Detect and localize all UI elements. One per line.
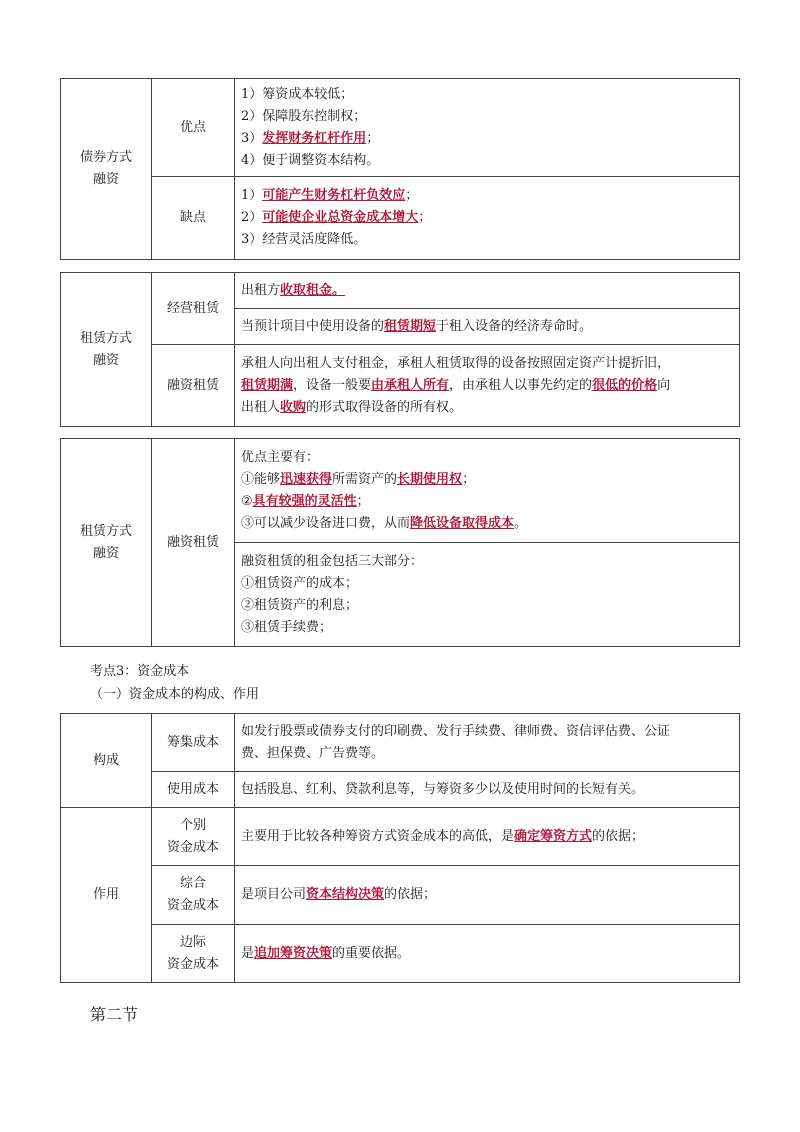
text-segment: 4）便于调整资本结构。 <box>241 152 380 168</box>
text-segment: 于租入设备的经济寿命时。 <box>436 318 593 334</box>
operating-lease-label: 经营租赁 <box>152 273 235 345</box>
text-segment: 2） <box>241 210 263 225</box>
disadvantages-content <box>235 177 740 260</box>
text-line <box>241 106 733 128</box>
marginal-cost-label <box>152 925 235 983</box>
section-title: 第二节 <box>90 1005 139 1024</box>
subheading: （一）资金成本的构成、作用 <box>90 687 260 702</box>
text-segment: 3） <box>241 130 263 146</box>
rent-components-block <box>235 543 740 647</box>
text-segment: 出租方 <box>241 282 281 298</box>
category-cell: 债券方式 融资 <box>61 79 152 260</box>
text-line <box>241 84 733 106</box>
highlighted-text: 迅速获得 <box>280 471 333 487</box>
text-line <box>241 491 733 513</box>
lease-financing-detail-table <box>60 438 740 647</box>
label-line: 资金成本 <box>166 956 219 972</box>
text-segment: ，设备一般要 <box>293 377 372 393</box>
text-segment: ； <box>356 493 370 509</box>
text-segment: ①能够 <box>241 471 281 487</box>
text-line <box>241 150 733 172</box>
text-segment: 的重要依据。 <box>332 945 411 961</box>
text-segment: 所需资产的 <box>332 471 398 487</box>
label-line: 边际 <box>179 934 206 950</box>
text-segment: 。 <box>514 515 528 531</box>
text-line <box>241 280 733 302</box>
disadvantages-label: 缺点 <box>152 177 235 260</box>
text-segment: ； <box>418 210 432 225</box>
text-segment: ； <box>462 471 476 487</box>
text-segment: 优点主要有： <box>241 449 320 465</box>
text-segment: 如发行股票或债券支付的印刷费、发行手续费、律师费、资信评估费、公证 <box>241 723 671 739</box>
text-segment: 的依据； <box>384 887 437 902</box>
text-segment: ，由承租人以事先约定的 <box>449 377 593 393</box>
text-line <box>241 551 733 573</box>
text-line <box>241 229 733 251</box>
text-line <box>241 595 733 617</box>
text-segment: 2）保障股东控制权； <box>241 108 367 124</box>
financial-lease-content <box>235 345 740 427</box>
text-segment: 向 <box>657 377 671 393</box>
text-segment: 费、担保费、广告费等。 <box>241 745 385 761</box>
text-segment: 当预计项目中使用设备的 <box>241 318 385 334</box>
label-line: 综合 <box>179 876 206 891</box>
highlighted-text: 发挥财务杠杆作用 <box>262 130 367 146</box>
highlighted-text: 租赁期满 <box>241 377 294 393</box>
text-segment: 主要用于比较各种筹资方式资金成本的高低，是 <box>241 828 515 844</box>
text-line <box>241 779 733 801</box>
highlighted-text: 由承租人所有 <box>371 377 450 393</box>
label-line: 筹集成本 <box>166 734 219 750</box>
highlighted-text: 很低的价格 <box>592 377 658 393</box>
text-segment: ③租赁手续费； <box>241 619 333 635</box>
text-line <box>241 573 733 595</box>
usage-cost-label <box>152 772 235 808</box>
text-segment: ①租赁资产的成本； <box>241 575 359 591</box>
text-segment: 融资租赁的租金包括三大部分： <box>241 553 424 569</box>
text-line <box>241 128 733 150</box>
text-segment: 是 <box>241 945 255 961</box>
highlighted-text: 长期使用权 <box>397 471 463 487</box>
text-segment: ②租赁资产的利息； <box>241 597 359 613</box>
financial-lease-label: 融资租赁 <box>152 439 235 647</box>
text-segment: ③可以减少设备进口费，从而 <box>241 515 411 531</box>
comprehensive-cost-content <box>235 866 740 925</box>
text-line <box>241 943 733 965</box>
individual-cost-label <box>152 808 235 866</box>
text-segment: 是项目公司 <box>241 887 307 902</box>
text-segment: 出租人 <box>241 399 281 415</box>
label-line: 使用成本 <box>166 781 219 797</box>
text-line <box>241 469 733 491</box>
category-cell: 租赁方式 融资 <box>61 439 152 647</box>
advantages-content <box>235 79 740 177</box>
function-label: 作用 <box>61 808 152 983</box>
text-segment: 3）经营灵活度降低。 <box>241 232 367 247</box>
raising-cost-label <box>152 714 235 772</box>
highlighted-text: 可能使企业总资金成本增大 <box>262 210 419 225</box>
text-line <box>241 353 733 375</box>
text-line <box>241 826 733 848</box>
highlighted-text: 租赁期短 <box>384 318 437 334</box>
text-segment: 承租人向出租人支付租金，承租人租赁取得的设备按照固定资产计提折旧， <box>241 355 671 371</box>
highlighted-text: 具有较强的灵活性 <box>252 493 357 509</box>
raising-cost-content <box>235 714 740 772</box>
label-line: 资金成本 <box>166 839 219 855</box>
operating-lease-row-2 <box>235 309 740 345</box>
text-segment: ② <box>241 493 253 509</box>
highlighted-text: 收购 <box>280 399 307 415</box>
marginal-cost-content <box>235 925 740 983</box>
highlighted-text: 收取租金。 <box>280 282 346 298</box>
category-cell: 租赁方式 融资 <box>61 273 152 427</box>
text-line <box>241 743 733 765</box>
bond-financing-table <box>60 78 740 260</box>
text-line <box>241 375 733 397</box>
text-segment: 包括股息、红利、贷款利息等，与筹资多少以及使用时间的长短有关。 <box>241 781 645 797</box>
individual-cost-content <box>235 808 740 866</box>
text-line <box>241 447 733 469</box>
highlighted-text: 追加筹资决策 <box>254 945 333 961</box>
highlighted-text: 可能产生财务杠杆负效应 <box>262 188 406 203</box>
text-line <box>241 185 733 207</box>
advantages-label: 优点 <box>152 79 235 177</box>
text-segment: ； <box>366 130 380 146</box>
text-line <box>241 884 733 906</box>
text-line <box>241 721 733 743</box>
operating-lease-row-1 <box>235 273 740 309</box>
usage-cost-content <box>235 772 740 808</box>
label-line: 个别 <box>179 817 206 833</box>
text-segment: 的依据； <box>592 828 645 844</box>
comprehensive-cost-label <box>152 866 235 925</box>
text-segment: 1） <box>241 188 263 203</box>
highlighted-text: 确定筹资方式 <box>514 828 593 844</box>
label-line: 资金成本 <box>166 898 219 913</box>
kaodian-heading: 考点3：资金成本 <box>90 664 190 679</box>
highlighted-text: 资本结构决策 <box>306 887 385 902</box>
lease-financing-table <box>60 272 740 427</box>
text-segment: ； <box>405 188 419 203</box>
financial-lease-label: 融资租赁 <box>152 345 235 427</box>
text-line <box>241 617 733 639</box>
advantages-block <box>235 439 740 543</box>
composition-label: 构成 <box>61 714 152 808</box>
text-segment: 的形式取得设备的所有权。 <box>306 399 463 415</box>
text-line <box>241 397 733 419</box>
text-line <box>241 316 733 338</box>
capital-cost-table <box>60 713 740 983</box>
text-segment: 1）筹资成本较低； <box>241 86 354 102</box>
highlighted-text: 降低设备取得成本 <box>410 515 515 531</box>
text-line <box>241 513 733 535</box>
text-line <box>241 207 733 229</box>
